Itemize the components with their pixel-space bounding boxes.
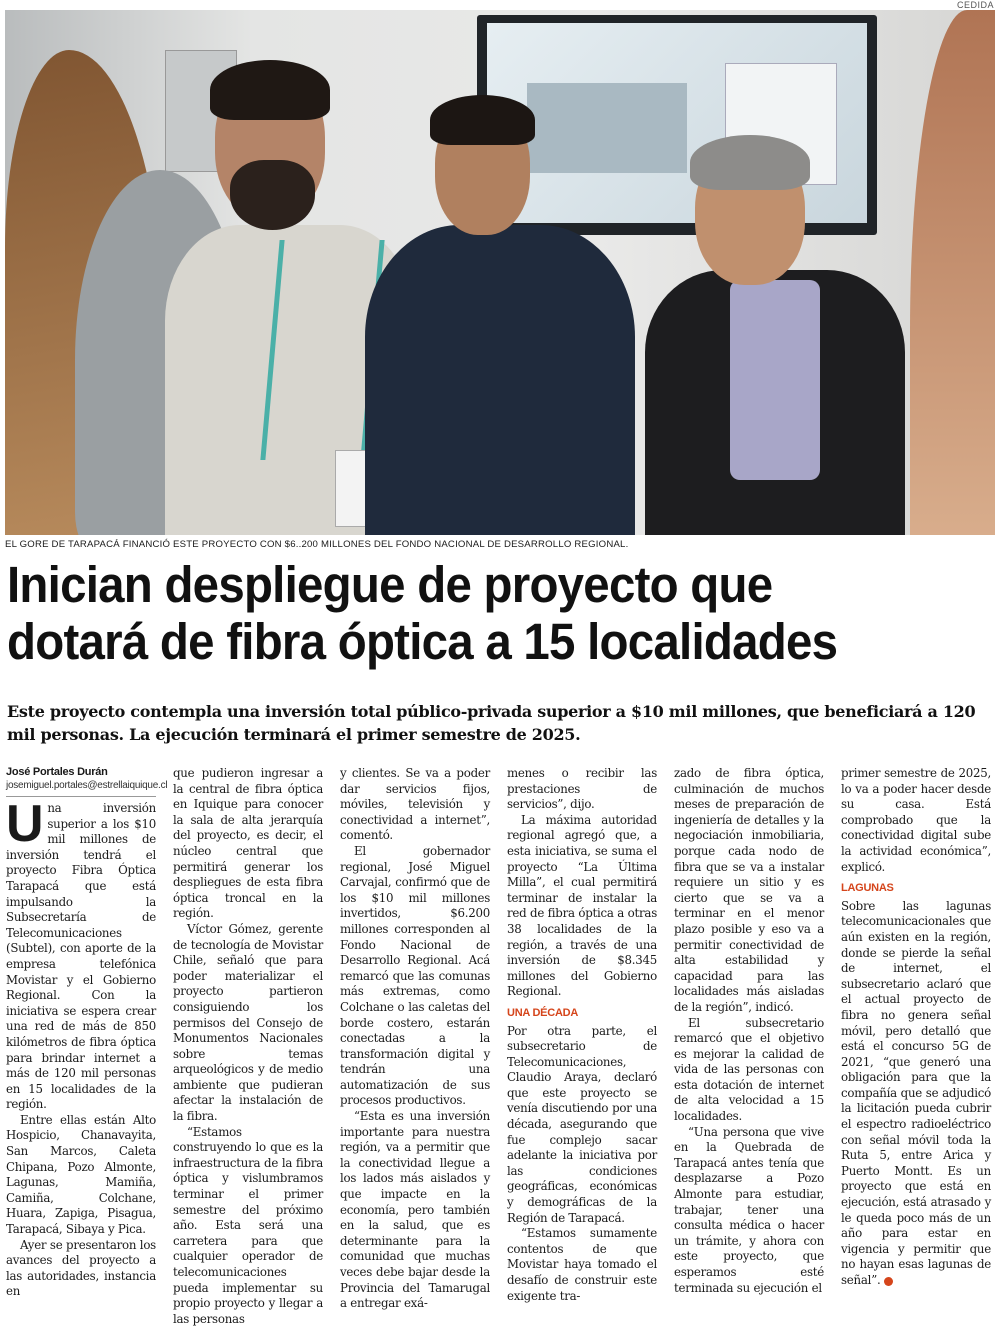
headline-line-1: Inician despliegue de proyecto que <box>7 556 773 613</box>
article-body <box>6 766 996 1326</box>
column-4 <box>507 766 657 1304</box>
paragraph: “Estamos construyendo lo que es la infraestructura de la fibra óptica y vislumbramos terminar el primer semestre del próximo año. Esta será una carretera para que cualquier operador de telecomunicaciones pueda implementar su propio proyecto y llegar a las personas <box>173 1124 323 1326</box>
paragraph: “Esta es una inversión importante para nuestra región, va a permitir que la conectividad llegue a los lados más aislados y que impacte en la economía, pero también en la salud, que es determinante para la comunidad que muchas veces debe bajar desde la Provincia del Tamarugal a entregar exá- <box>340 1109 490 1311</box>
paragraph: Por otra parte, el subsecretario de Telecomunicaciones, Claudio Araya, declaró que este proyecto se venía discutiendo por una década, asegurando que fue complejo sacar adelante la iniciativa por las condiciones geográficas, económicas y demográficas de la Región de Tarapacá. <box>507 1023 657 1225</box>
headline-line-2: dotará de fibra óptica a 15 localidades <box>7 613 838 670</box>
subhead-lagunas: LAGUNAS <box>841 882 894 895</box>
drop-cap: U <box>6 795 44 853</box>
column-3 <box>340 766 490 1312</box>
subhead-una-decada: UNA DÉCADA <box>507 1006 579 1019</box>
paragraph: La máxima autoridad regional agregó que, a esta iniciativa, se suma el proyecto “La Última Milla”, el cual permitirá terminar de instalar la red de fibra óptica a otras 38 localidades de la región, a través de una inversión de $8.345 millones del Gobierno Regional. <box>507 812 657 999</box>
photo-person-2-hair <box>210 60 330 120</box>
paragraph: Sobre las lagunas telecomunicacionales que aún existen en la región, donde se pierde la señal de internet, el subsecretario aclaró que el actual proyecto de fibra no genera señal móvil, pero detalló que está el concurso 5G de 2021, “que generó una obligación para que la compañía que se adjudicó la licitación pueda cubrir el espectro radioeléctrico con señal móvil toda la Ruta 5, entre Arica y Puerto Montt. Es un proyecto que está en ejecución, está atrasado y le queda poco más de un año para estar en vigencia y permitir que no hayan esas lagunas de señal”. <box>841 898 991 1287</box>
paragraph: que pudieron ingresar a la central de fibra óptica en Iquique para conocer la sala de alta jerarquía del proyecto, es decir, el núcleo central que permitirá generar los despliegues de esta fibra óptica troncal en la región. <box>173 766 323 921</box>
end-mark-icon <box>884 1277 893 1286</box>
article-headline <box>7 556 928 670</box>
paragraph: Víctor Gómez, gerente de tecnología de Movistar Chile, señaló que para poder materializar el proyecto partieron consiguiendo los permisos del Consejo de Monumentos Nacionales sobre temas arqueológicos y de medio ambiente que pudieran afectar la instalación de la fibra. <box>173 921 323 1124</box>
paragraph: Ayer se presentaron los avances del proyecto a las autoridades, instancia en <box>6 1237 156 1299</box>
paragraph: Entre ellas están Alto Hospicio, Chanavayita, San Marcos, Caleta Chipana, Pozo Almonte, Lagunas, Mamiña, Camiña, Colchane, Huara, Zapiga, Pisagua, Tarapacá, Sibaya y Pica. <box>6 1112 156 1237</box>
photo-person-4-shirt <box>730 280 820 480</box>
paragraph: y clientes. Se va a poder dar servicios fijos, móviles, televisión y conectividad a internet”, comentó. <box>340 766 490 843</box>
column-1 <box>6 766 168 1300</box>
column-6 <box>841 766 991 1289</box>
photo-person-3-body <box>365 225 635 535</box>
photo-person-2-beard <box>230 160 315 230</box>
paragraph: El gobernador regional, José Miguel Carvajal, confirmó que de los $10 mil millones invertidos, $6.200 millones corresponden al Fondo Nacional de Desarrollo Regional. Acá remarcó que las comunas más extremas, como Colchane o las caletas del borde costero, estarán conectadas a la transformación digital y tendrán una automatización de sus procesos productivos. <box>340 843 490 1108</box>
paragraph: El subsecretario remarcó que el objetivo es mejorar la calidad de vida de las personas con esta dotación de internet de alta velocidad a 15 localidades. <box>674 1015 824 1124</box>
paragraph: Una inversión superior a los $10 mil millones de inversión tendrá el proyecto Fibra Óptica Tarapacá que está impulsando la Subsecretaría de Telecomunicaciones (Subtel), con aporte de la empresa telefónica Movistar y el Gobierno Regional. Con la iniciativa se espera crear una red de más de 850 kilómetros de fibra óptica para brindar internet a más de 120 mil personas en 15 localidades de la región. <box>6 795 156 1112</box>
author-name: José Portales Durán <box>6 766 108 778</box>
paragraph: menes o recibir las prestaciones de servicios”, dijo. <box>507 766 657 812</box>
author-email[interactable]: josemiguel.portales@estrellaiquique.cl <box>6 779 156 797</box>
paragraph: zado de fibra óptica, culminación de muchos meses de preparación de ingeniería de detalles y la negociación inmobiliaria, porque cada nodo de fibra que se va a instalar requiere un sitio y es cierto que se va a terminar en el menor plazo posible y eso va a permitir conectividad de alta estabilidad y capacidad para las localidades más aisladas de la región”, indicó. <box>674 766 824 1014</box>
article-lede: Este proyecto contempla una inversión total público-privada superior a $10 mil millones, que beneficiará a 120 mil personas. La ejecución terminará el primer semestre de 2025. <box>7 702 976 744</box>
photo-caption: EL GORE DE TARAPACÁ FINANCIÓ ESTE PROYECTO CON $6..200 MILLONES DEL FONDO NACIONAL DE DESARROLLO REGIONAL. <box>5 539 629 550</box>
paragraph: “Una persona que vive en la Quebrada de Tarapacá antes tenía que desplazarse a Pozo Almonte para estudiar, trabajar, tener una consulta médica o hacer un trámite, y ahora con este proyecto, que esperamos esté terminada su ejecución el <box>674 1124 824 1295</box>
column-5 <box>674 766 824 1296</box>
photo-monitor <box>477 15 877 235</box>
paragraph: “Estamos sumamente contentos de que Movistar haya tomado el desafío de construir este exigente tra- <box>507 1226 657 1303</box>
paragraph: primer semestre de 2025, lo va a poder hacer desde su casa. Está comprobado que la conectividad digital sube la actividad económica”, explicó. <box>841 766 991 874</box>
photo-person-4-hair <box>690 135 810 190</box>
column-2 <box>173 766 323 1327</box>
photo-person-3-hair <box>430 95 535 145</box>
photo-credit: CEDIDA <box>956 0 994 10</box>
article-photo <box>5 10 995 535</box>
